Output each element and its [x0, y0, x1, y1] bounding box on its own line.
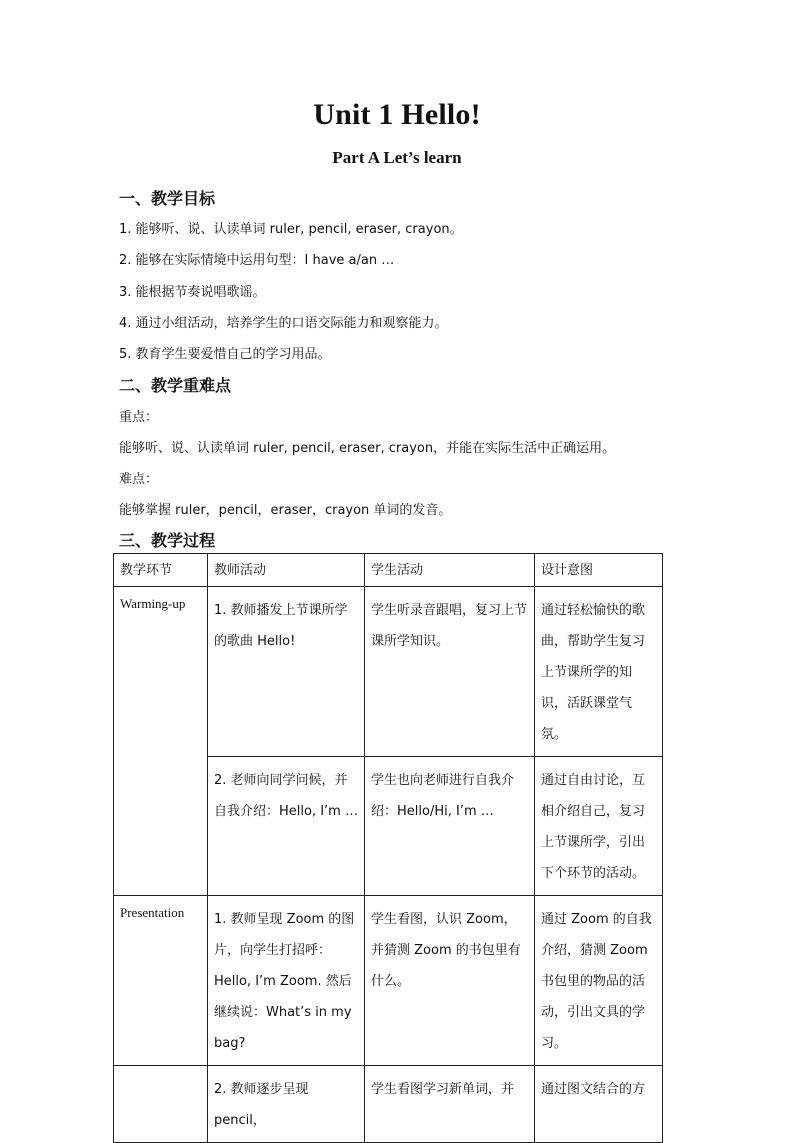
teacher-activity-cell: 1. 教师播发上节课所学的歌曲 Hello! [208, 587, 365, 757]
student-activity-cell: 学生看图，认识 Zoom，并猜测 Zoom 的书包里有什么。 [365, 896, 535, 1066]
design-intent-cell: 通过自由讨论，互相介绍自己，复习上节课所学，引出下个环节的活动。 [535, 757, 663, 896]
objective-item: 5. 教育学生要爱惜自己的学习用品。 [119, 347, 331, 362]
key-points-heading: 二、教学重难点 [119, 376, 232, 395]
objective-item: 1. 能够听、说、认读单词 ruler, pencil, eraser, crayon。 [119, 222, 463, 237]
table-row [114, 587, 663, 757]
difficulty-label: 难点： [119, 472, 159, 487]
student-activity-cell: 学生听录音跟唱，复习上节课所学知识。 [365, 587, 535, 757]
teacher-activity-cell: 1. 教师呈现 Zoom 的图片，向学生打招呼：Hello, I’m Zoom. 然后继续说：What’s in my bag? [208, 896, 365, 1066]
header-design-intent: 设计意图 [535, 554, 663, 587]
design-intent-cell: 通过图文结合的方 [535, 1066, 663, 1143]
stage-cell: Presentation [114, 896, 208, 1066]
focus-text: 能够听、说、认读单词 ruler, pencil, eraser, crayon，并能在实际生活中正确运用。 [119, 441, 616, 456]
process-heading: 三、教学过程 [119, 531, 216, 550]
teaching-process-table [113, 553, 663, 1143]
stage-cell: Warming-up [114, 587, 208, 896]
teacher-activity-cell: 2. 教师逐步呈现 pencil， [208, 1066, 365, 1143]
student-activity-cell: 学生看图学习新单词，并 [365, 1066, 535, 1143]
objective-item: 3. 能根据节奏说唱歌谣。 [119, 285, 266, 300]
teacher-activity-cell: 2. 老师向同学问候，并自我介绍：Hello, I’m … [208, 757, 365, 896]
objective-item: 2. 能够在实际情境中运用句型：I have a/an … [119, 253, 395, 268]
page-title: Unit 1 Hello! [313, 98, 481, 131]
table-header-row [114, 554, 663, 587]
objectives-heading: 一、教学目标 [119, 189, 216, 208]
design-intent-cell: 通过 Zoom 的自我介绍，猜测 Zoom 书包里的物品的活动，引出文具的学习。 [535, 896, 663, 1066]
page-subtitle: Part A Let’s learn [332, 148, 462, 167]
table-row [114, 896, 663, 1066]
header-stage: 教学环节 [114, 554, 208, 587]
header-teacher-activity: 教师活动 [208, 554, 365, 587]
difficulty-text: 能够掌握 ruler，pencil，eraser，crayon 单词的发音。 [119, 503, 452, 518]
stage-cell [114, 1066, 208, 1143]
header-student-activity: 学生活动 [365, 554, 535, 587]
design-intent-cell: 通过轻松愉快的歌曲，帮助学生复习上节课所学的知识，活跃课堂气氛。 [535, 587, 663, 757]
table-row [114, 1066, 663, 1143]
objective-item: 4. 通过小组活动，培养学生的口语交际能力和观察能力。 [119, 316, 448, 331]
focus-label: 重点： [119, 410, 159, 425]
student-activity-cell: 学生也向老师进行自我介绍：Hello/Hi, I’m … [365, 757, 535, 896]
